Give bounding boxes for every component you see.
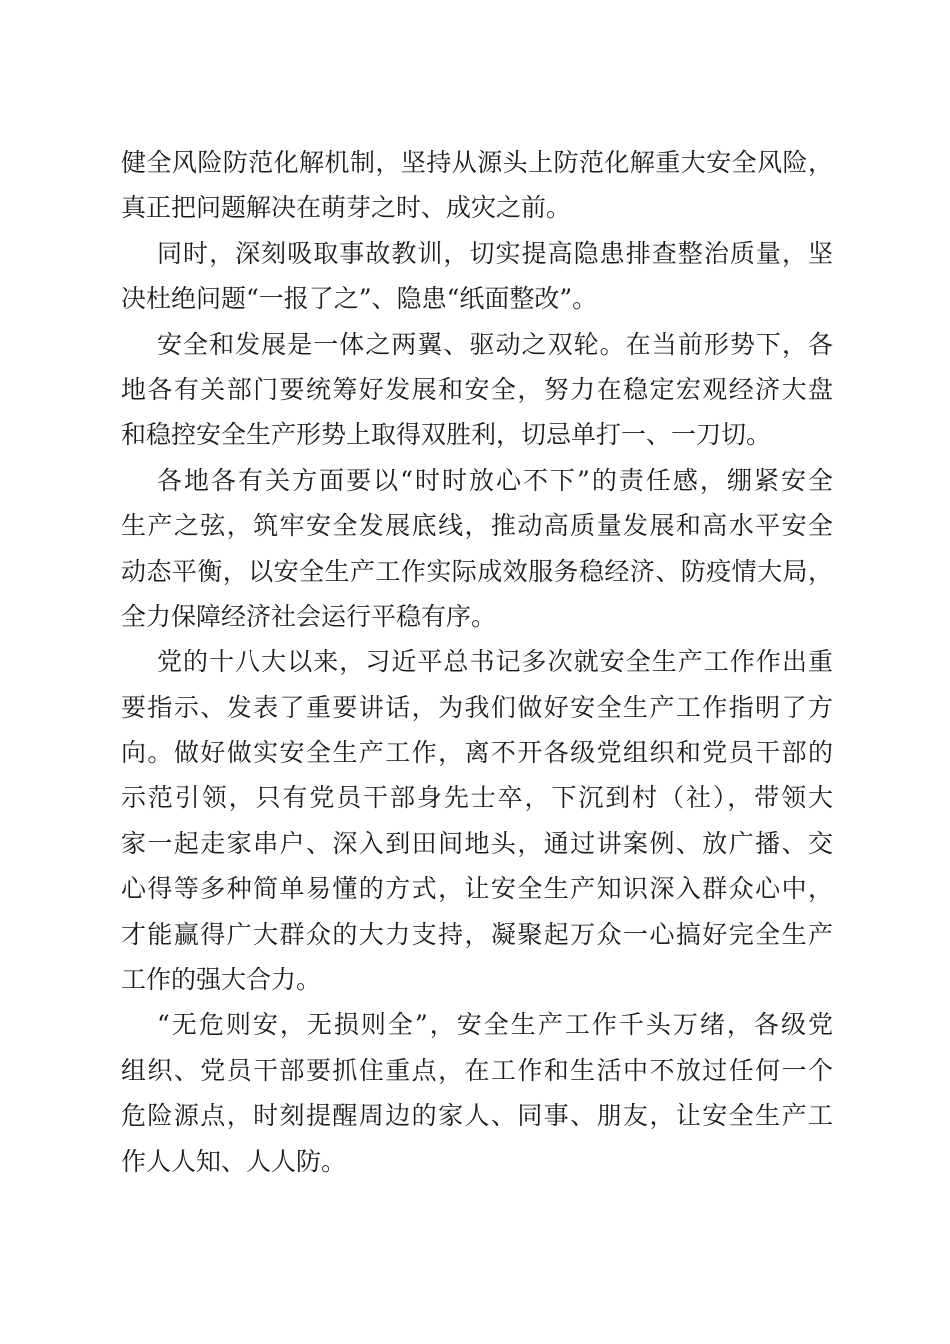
- text-line: 心得等多种简单易懂的方式，让安全生产知识深入群众心中，: [121, 874, 833, 904]
- text-line: 家一起走家串户、深入到田间地头，通过讲案例、放广播、交: [121, 828, 833, 858]
- text-line: 危险源点，时刻提醒周边的家人、同事、朋友，让安全生产工: [121, 1101, 833, 1131]
- text-line: 决杜绝问题“一报了之”、隐患“纸面整改”。: [121, 284, 598, 314]
- text-line: 真正把问题解决在萌芽之时、成灾之前。: [121, 193, 572, 223]
- text-line: 要指示、发表了重要讲话，为我们做好安全生产工作指明了方: [121, 692, 833, 722]
- text-line: 组织、党员干部要抓住重点，在工作和生活中不放过任何一个: [121, 1055, 833, 1085]
- text-line: 同时，深刻吸取事故教训，切实提高隐患排查整治质量，坚: [157, 238, 833, 268]
- text-line: 工作的强大合力。: [121, 965, 322, 995]
- text-line: 生产之弦，筑牢安全发展底线，推动高质量发展和高水平安全: [121, 511, 833, 541]
- text-line: 动态平衡，以安全生产工作实际成效服务稳经济、防疫情大局，: [121, 556, 833, 586]
- text-line: 向。做好做实安全生产工作，离不开各级党组织和党员干部的: [121, 738, 833, 768]
- body-text: [121, 140, 833, 1184]
- text-line: 各地各有关方面要以“时时放心不下”的责任感，绷紧安全: [157, 465, 833, 495]
- text-line: “无危则安，无损则全”，安全生产工作千头万绪，各级党: [157, 1010, 833, 1040]
- text-line: 安全和发展是一体之两翼、驱动之双轮。在当前形势下，各: [157, 329, 833, 359]
- text-line: 健全风险防范化解机制，坚持从源头上防范化解重大安全风险，: [121, 148, 833, 177]
- text-line: 作人人知、人人防。: [121, 1146, 347, 1176]
- text-line: 示范引领，只有党员干部身先士卒，下沉到村（社），带领大: [121, 783, 833, 813]
- text-line: 和稳控安全生产形势上取得双胜利，切忌单打一、一刀切。: [121, 420, 772, 450]
- text-line: 党的十八大以来，习近平总书记多次就安全生产工作作出重: [157, 647, 833, 677]
- text-line: 地各有关部门要统筹好发展和安全，努力在稳定宏观经济大盘: [121, 374, 833, 404]
- text-line: 全力保障经济社会运行平稳有序。: [121, 601, 497, 631]
- text-line: 才能赢得广大群众的大力支持，凝聚起万众一心搞好完全生产: [121, 919, 833, 949]
